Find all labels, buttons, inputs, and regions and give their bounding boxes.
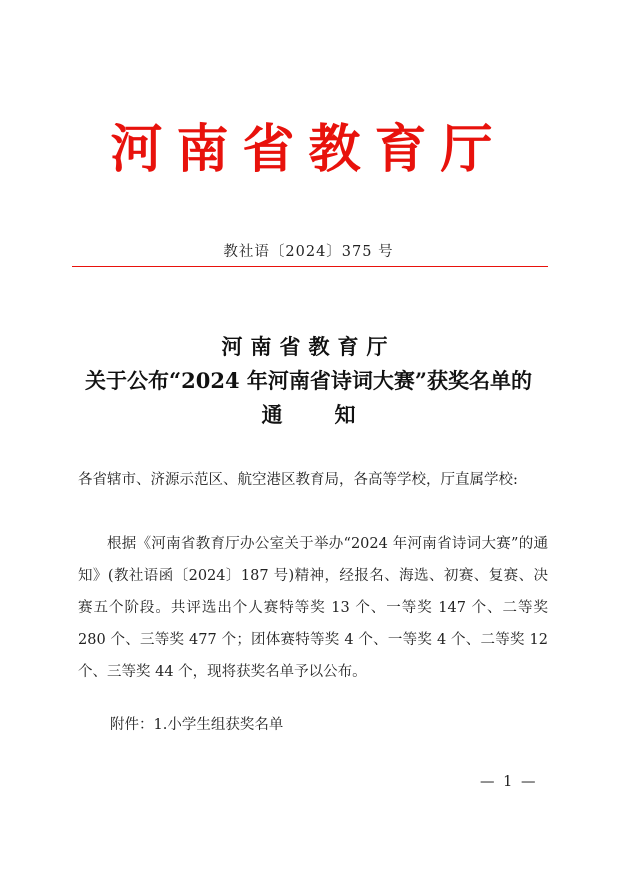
page-number: — 1 — <box>480 774 538 790</box>
body-paragraph: 根据《河南省教育厅办公室关于举办“2024 年河南省诗词大赛”的通知》(教社语函〔2024〕187 号)精神，经报名、海选、初赛、复赛、决赛五个阶段。共评选出个人赛特等奖 13 个、一等奖 147 个、二等奖 280 个、三等奖 477 个；团体赛特等奖 4 个、一等奖 4 个、二等奖 12 个、三等奖 44 个，现将获奖名单予以公布。 <box>78 536 548 680</box>
title-line-agency: 河南省教育厅 <box>221 334 396 359</box>
agency-header: 河南省教育厅 <box>110 119 507 180</box>
salutation: 各省辖市、济源示范区、航空港区教育局，各高等学校，厅直属学校: <box>78 472 518 488</box>
title-line-notice: 通知 <box>261 402 408 427</box>
document-title <box>0 330 617 432</box>
title-line-subject: 关于公布“2024 年河南省诗词大赛”获奖名单的 <box>85 368 532 393</box>
red-divider-line <box>72 266 548 267</box>
document-number: 教社语〔2024〕375 号 <box>223 244 394 260</box>
attachment-line: 附件：1.小学生组获奖名单 <box>110 717 284 733</box>
